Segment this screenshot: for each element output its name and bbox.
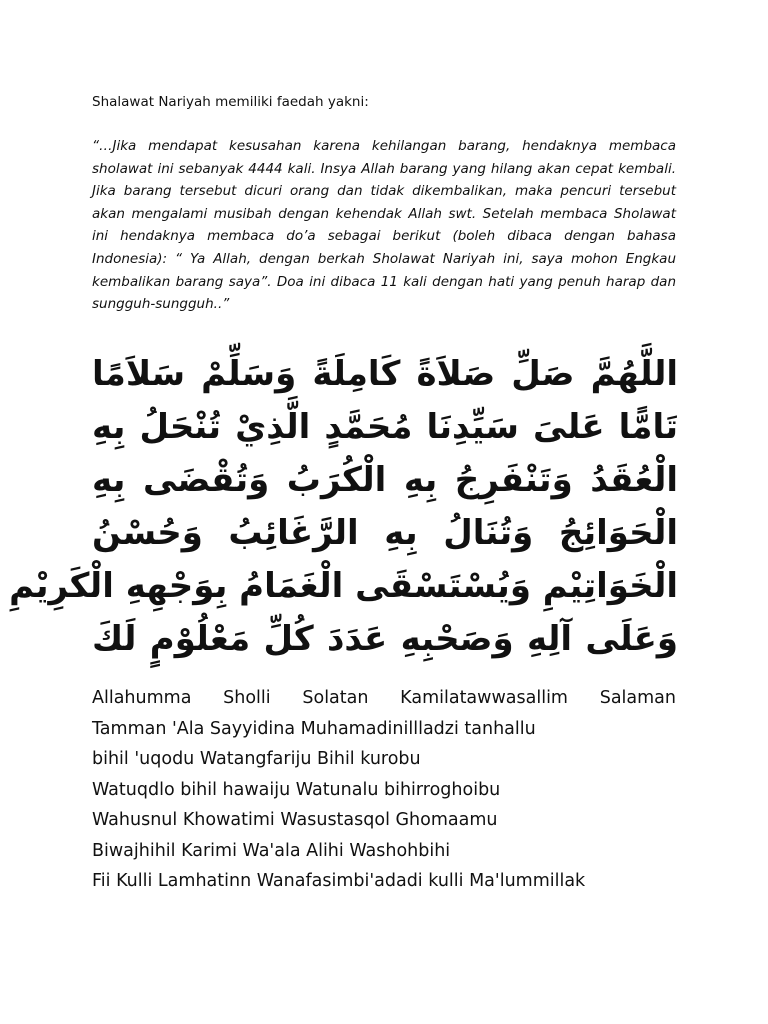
transliteration-line: Allahumma Sholli Solatan Kamilatawwasallim Salaman — [92, 688, 676, 708]
arabic-line: الْخَوَاتِيْمِ وَيُسْتَسْقَى الْغَمَامُ بِوَجْهِهِ الْكَرِيْمِ — [9, 566, 678, 606]
transliteration — [92, 683, 676, 897]
transliteration-line: bihil 'uqodu Watangfariju Bihil kurobu — [92, 749, 421, 769]
transliteration-line: Biwajhihil Karimi Wa'ala Alihi Washohbihi — [92, 840, 451, 861]
arabic-line: تَامًّا عَلىَ سَيِّدِنَا مُحَمَّدٍ الَّذِيْ تُنْحَلُ بِهِ — [92, 407, 678, 447]
transliteration-line: Fii Kulli Lamhatinn Wanafasimbi'adadi kulli Ma'lummillak — [92, 871, 586, 891]
intro-text: Shalawat Nariyah memiliki faedah yakni: — [92, 94, 369, 110]
transliteration-line: Watuqdlo bihil hawaiju Watunalu bihirroghoibu — [92, 779, 501, 800]
arabic-line: وَعَلَى آلِهِ وَصَحْبِهِ عَدَدَ كُلِّ مَعْلُوْمٍ لَكَ — [92, 619, 678, 659]
arabic-line: الْعُقَدُ وَتَنْفَرِجُ بِهِ الْكُرَبُ وَتُقْضَى بِهِ — [92, 460, 678, 500]
arabic-line: اللَّهُمَّ صَلِّ صَلاَةً كَامِلَةً وَسَلِّمْ سَلاَمًا — [92, 354, 678, 394]
quote-paragraph: “…Jika mendapat kesusahan karena kehilangan barang, hendaknya membaca sholawat ini sebanyak 4444 kali. Insya Allah barang yang hilang akan cepat kembali. Jika barang tersebut dicuri orang dan tidak dikembalikan, maka pencuri tersebut akan mengalami musibah dengan kehendak Allah swt. Setelah membaca Sholawat ini hendaknya membaca do’a sebagai berikut (boleh dibaca dengan bahasa Indonesia): “ Ya Allah, dengan berkah Sholawat Nariyah ini, saya mohon Engkau kembalikan barang saya”. Doa ini dibaca 11 kali dengan hati yang penuh harap dan sungguh-sungguh..” — [92, 138, 676, 313]
transliteration-line: Tamman 'Ala Sayyidina Muhamadinillladzi tanhallu — [92, 718, 536, 739]
arabic-line: الْحَوَائِجُ وَتُنَالُ بِهِ الرَّغَائِبُ وَحُسْنُ — [92, 513, 678, 553]
arabic-prayer — [9, 348, 678, 666]
transliteration-line: Wahusnul Khowatimi Wasustasqol Ghomaamu — [92, 810, 498, 830]
